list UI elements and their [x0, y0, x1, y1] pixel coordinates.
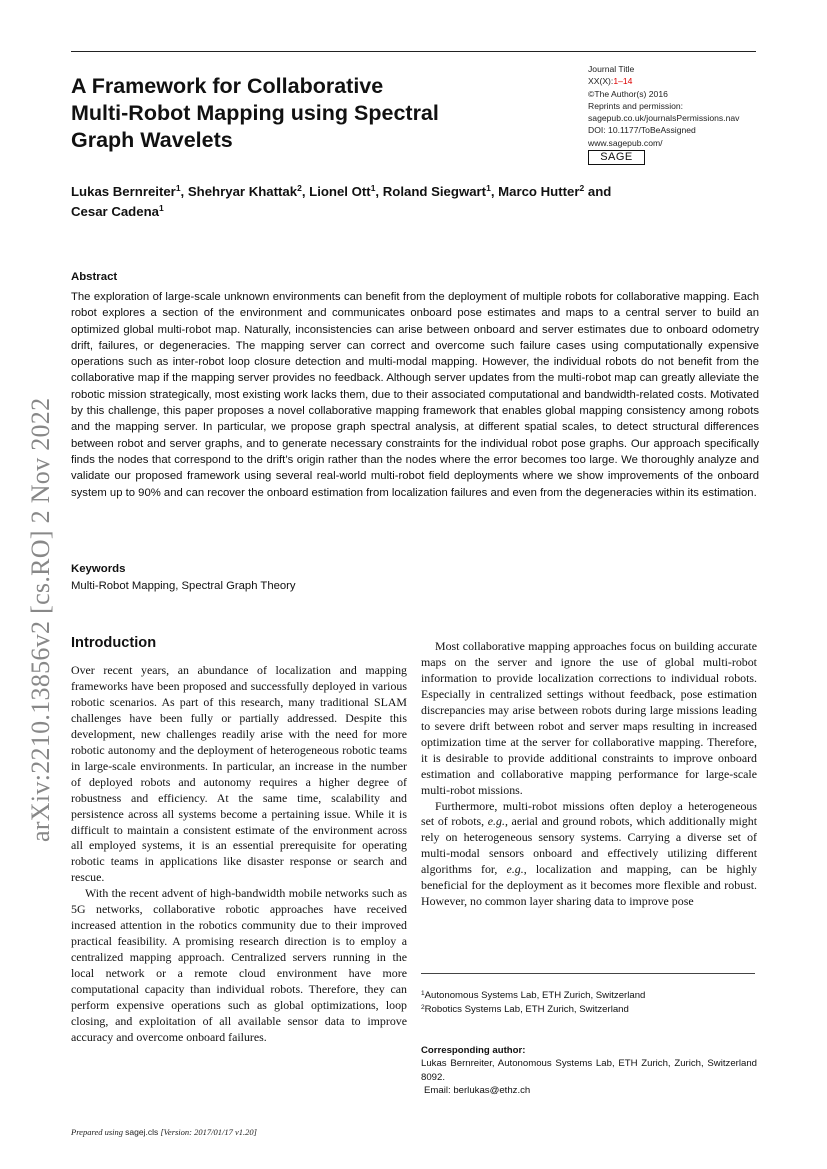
section-heading-introduction: Introduction	[71, 635, 157, 651]
paragraph: Furthermore, multi-robot missions often deploy a heterogeneous set of robots, e.g., aerial and ground robots, which additionally might rely on heterogeneous sensory systems. Carrying a diverse set of multi-modal sensors onboard and effectively utilizing different algorithms for, e.g., localization and mapping, can be highly beneficial for the deployment as it becomes more flexible and robust. However, no common layer sharing data to improve pose	[421, 798, 758, 909]
footnote-rule	[421, 973, 755, 974]
author: Lionel Ott	[309, 184, 371, 199]
reprints-label: Reprints and permission:	[588, 100, 684, 111]
title-line: Multi-Robot Mapping using Spectral	[71, 101, 439, 125]
corresponding-author-email[interactable]: Email: berlukas@ethz.ch	[424, 1085, 531, 1097]
author-affiliation-mark: 2	[297, 183, 302, 193]
sage-logo: SAGE	[588, 150, 645, 165]
author: Roland Siegwart	[382, 184, 487, 199]
corresponding-author-label: Corresponding author:	[421, 1045, 526, 1056]
author: Marco Hutter	[498, 184, 580, 199]
abstract-text: The exploration of large-scale unknown environments can benefit from the deployment of multiple robots for collaborative mapping. Each robot explores a section of the environment and communicates onboard pose estimates and maps to a central server to build an optimized global multi-robot map. Naturally, inconsistencies can arise between onboard and server estimates due to onboard odometry drift, failures, or degeneracies. The mapping server can correct and overcome such failure cases using computationally expensive operations such as inter-robot loop closure detection and multi-modal mapping. However, the individual robots do not benefit from the collaborative map if the mapping server provides no feedback. Although server updates from the multi-robot map can greatly alleviate the robotic mission strategically, most existing work lacks them, due to their associated computational and bandwidth-related costs. Motivated by this challenge, this paper proposes a novel collaborative mapping framework that enables global mapping consistency among robots and the mapping server. In particular, we propose graph spectral analysis, at different spatial scales, to detect structural differences between robot and server graphs, and to generate necessary constraints for the individual robot pose graphs. Our approach specifically finds the nodes that correspond to the drift’s origin rather than the nodes where the error becomes too large. We thoroughly analyze and validate our proposed framework using several real-world multi-robot field deployments where we show improvements of the onboard system up to 90% and can recover the onboard estimation from localization failures and even from the degeneracies within its estimation.	[71, 291, 759, 499]
author: Lukas Bernreiter	[71, 184, 176, 199]
author-affiliation-mark: 1	[175, 183, 181, 193]
pages-link[interactable]: 1–14	[613, 76, 633, 87]
keywords-heading: Keywords	[71, 563, 126, 575]
keywords-text: Multi-Robot Mapping, Spectral Graph Theory	[71, 580, 296, 592]
paragraph: Over recent years, an abundance of localization and mapping frameworks have been proposed and successfully deployed in various robotic scenarios. As part of this research, many traditional SLAM challenges have been fully or partially addressed. Despite this development, new challenges readily arise with the need for more robotic autonomy and the deployment of heterogeneous robotic teams in large-scale environments. In particular, an increase in the number of deployed robots and autonomy requires a higher degree of robustness and efficiency. At the same time, scalability and persistence across all systems become a pertaining issue. While it is difficult to maintain a consistent estimate of the environment across all employed systems, it is an essential prerequisite for operating robotic teams in applications like disaster response or search and rescue.	[71, 663, 407, 885]
affiliation: $^2$Robotics Systems Lab, ETH Zurich, Switzerland	[421, 1004, 629, 1015]
paragraph: With the recent advent of high-bandwidth mobile networks such as 5G networks, collaborative robotic approaches have received increased attention in the robotics community due to their improved practical feasibility. A promising research direction is to employ a centralized mapping approach. Centralized servers running in the local network or a remote cloud environment have more computational capacity than individual robots. Therefore, they can perform expensive operations such as global optimizations, loop closing, and exploitation of all available sensor data to improve accuracy and overcome onboard failures.	[71, 886, 407, 1044]
paper-title	[71, 73, 541, 154]
header-rule	[71, 51, 756, 52]
corresponding-author	[421, 1044, 757, 1098]
journal-website: www.sagepub.com/	[588, 137, 663, 148]
author: Cesar Cadena	[71, 204, 159, 219]
author-affiliation-mark: 2	[579, 183, 585, 193]
arxiv-identifier[interactable]: arXiv:2210.13856v2 [cs.RO] 2 Nov 2022	[26, 397, 55, 842]
page-footer: Prepared using sagej.cls [Version: 2017/01/17 v1.20]	[71, 1127, 257, 1137]
author-list: Lukas Bernreiter$^1$, Shehryar Khattak$^2$, Lionel Ott$^1$, Roland Siegwart$^1$, Marco Hutter$^2$ and Cesar Cadena$^1$	[71, 183, 612, 219]
paragraph: Most collaborative mapping approaches focus on building accurate maps on the server and ignore the use of global multi-robot information to provide localization corrections to individual robots. Especially in centralized settings without feedback, pose estimation discrepancies may arise between robots during large missions leading to severe drift between robot and server maps resulting in increased optimization time at the server for collaborative mapping. Therefore, it is desirable to provide additional constraints to improve onboard estimation and collaborative mapping performance for large-scale multi-robot missions.	[421, 639, 757, 797]
abstract-heading: Abstract	[71, 271, 118, 283]
author: Shehryar Khattak	[187, 184, 298, 199]
body-column-left	[71, 663, 407, 1046]
author-affiliation-mark: 1	[158, 203, 164, 213]
author-affiliation-mark: 1	[486, 183, 491, 193]
doi: DOI: 10.1177/ToBeAssigned	[588, 125, 696, 136]
journal-volume: XX(X):1–14	[588, 76, 633, 87]
journal-name: Journal Title	[588, 64, 635, 74]
author-affiliation-mark: 1	[370, 183, 376, 193]
copyright: ©The Author(s) 2016	[588, 88, 668, 99]
reprints-url: sagepub.co.uk/journalsPermissions.nav	[588, 113, 740, 124]
affiliation: $^1$Autonomous Systems Lab, ETH Zurich, Switzerland	[421, 990, 646, 1001]
title-line: Graph Wavelets	[71, 128, 233, 152]
journal-info	[588, 63, 778, 149]
body-column-right	[421, 639, 757, 910]
title-line: A Framework for Collaborative	[71, 74, 384, 98]
corresponding-author-address: Lukas Bernreiter, Autonomous Systems Lab, ETH Zurich, Zurich, Switzerland 8092.	[421, 1058, 757, 1083]
